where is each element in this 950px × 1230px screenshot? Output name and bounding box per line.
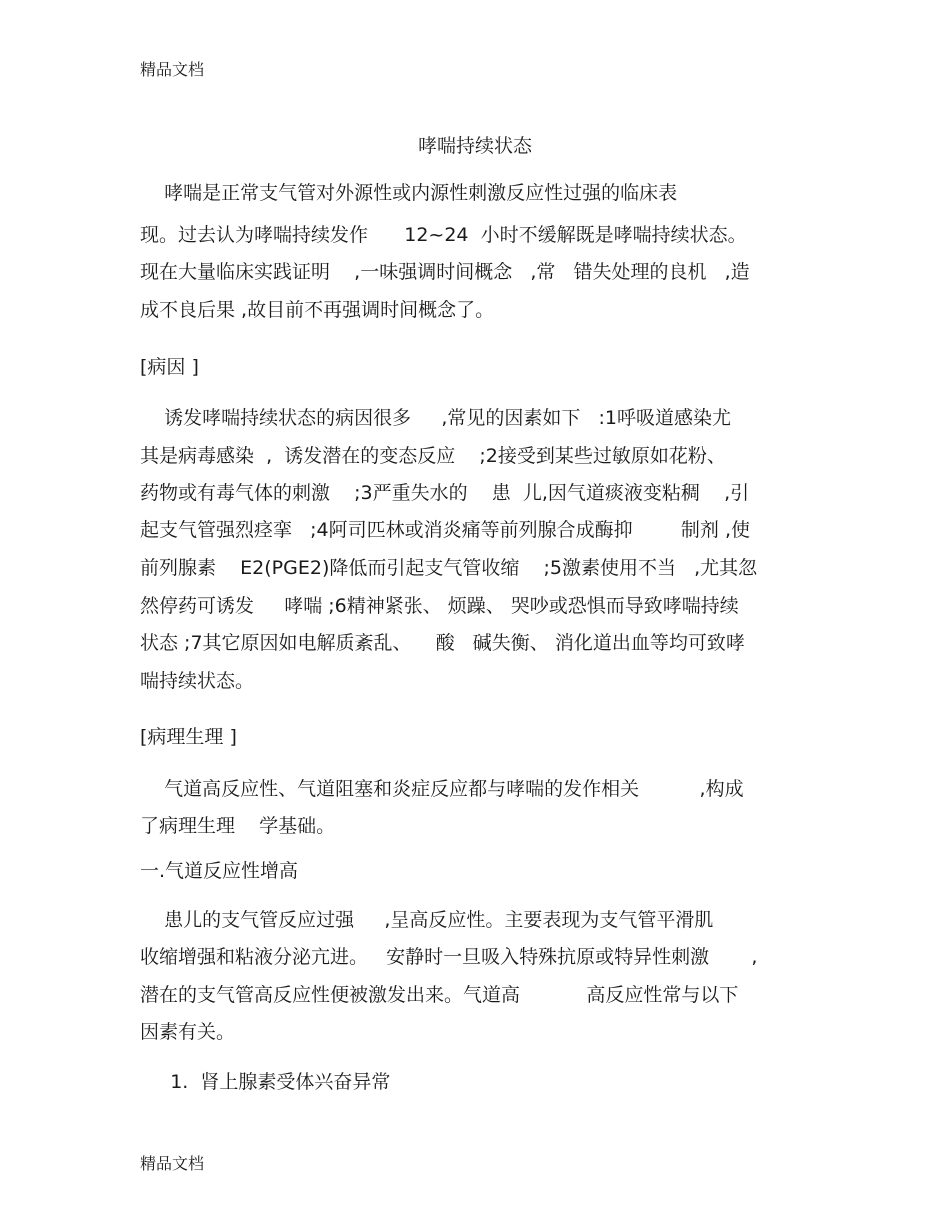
body-line: 喘持续状态。 xyxy=(140,670,255,692)
body-line: 气道高反应性、气道阻塞和炎症反应都与哮喘的发作相关 ,构成 xyxy=(140,778,744,800)
body-line: 前列腺素 E2(PGE2)降低而引起支气管收缩 ;5激素使用不当 ,尤其忽 xyxy=(140,557,758,579)
section-heading: [病因 ] xyxy=(140,356,199,378)
document-title: 哮喘持续状态 xyxy=(417,135,532,157)
body-line: 现在大量临床实践证明 ,一味强调时间概念 ,常 错失处理的良机 ,造 xyxy=(140,261,750,283)
body-line: 然停药可诱发 哮喘 ;6精神紧张、 烦躁、 哭吵或恐惧而导致哮喘持续 xyxy=(140,595,739,617)
page-footer-mark: 精品文档 xyxy=(140,1154,205,1173)
page-header-mark: 精品文档 xyxy=(140,60,205,79)
body-line: 起支气管强烈痉挛 ;4阿司匹林或消炎痛等前列腺合成酶抑 制剂 ,使 xyxy=(140,519,751,541)
section-heading: [病理生理 ] xyxy=(140,726,237,748)
body-line: 其是病毒感染 , 诱发潜在的变态反应 ;2接受到某些过敏原如花粉、 xyxy=(140,445,726,467)
body-line: 了病理生理 学基础。 xyxy=(140,815,336,837)
body-line: 收缩增强和粘液分泌亢进。 安静时一旦吸入特殊抗原或特异性刺激 , xyxy=(140,946,758,968)
body-line: 状态 ;7其它原因如电解质紊乱、 酸 碱失衡、 消化道出血等均可致哮 xyxy=(140,632,745,654)
body-line: 成不良后果 ,故目前不再强调时间概念了。 xyxy=(140,299,495,321)
subsection-heading: 一.气道反应性增高 xyxy=(140,860,299,882)
body-line: 药物或有毒气体的刺激 ;3严重失水的 患 儿,因气道痰液变粘稠 ,引 xyxy=(140,482,750,504)
body-line: 因素有关。 xyxy=(140,1021,236,1043)
body-line: 患儿的支气管反应过强 ,呈高反应性。主要表现为支气管平滑肌 xyxy=(140,909,714,931)
body-line: 哮喘是正常支气管对外源性或内源性刺激反应性过强的临床表 xyxy=(140,182,678,204)
list-item-heading: 1. 肾上腺素受体兴奋异常 xyxy=(140,1071,391,1093)
body-line: 现。过去认为哮喘持续发作 12~24 小时不缓解既是哮喘持续状态。 xyxy=(140,224,747,246)
body-line: 诱发哮喘持续状态的病因很多 ,常见的因素如下 :1呼吸道感染尤 xyxy=(140,407,732,429)
body-line: 潜在的支气管高反应性便被激发出来。气道高 高反应性常与以下 xyxy=(140,984,739,1006)
